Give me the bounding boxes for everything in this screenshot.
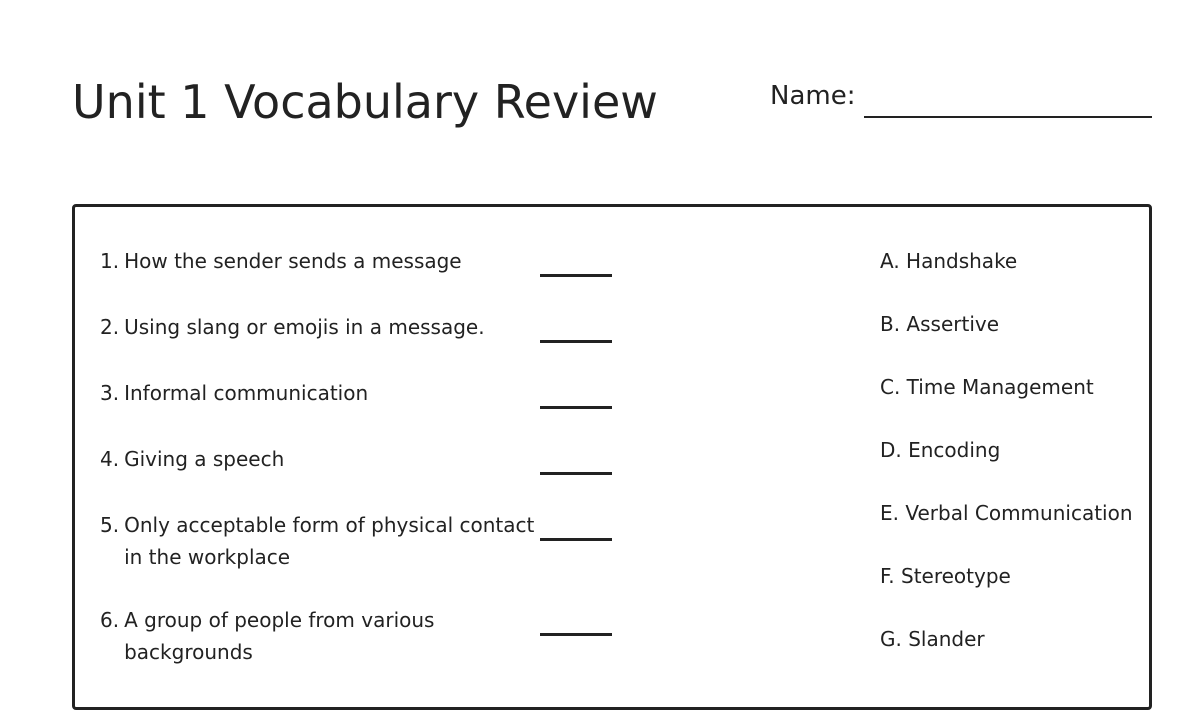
- option-item: C. Time Management: [880, 375, 1094, 399]
- question-item: [100, 311, 540, 343]
- name-blank-line[interactable]: [864, 116, 1152, 118]
- name-field: [770, 78, 1152, 120]
- question-text: How the sender sends a message: [124, 249, 462, 273]
- question-number: 1.: [100, 249, 120, 273]
- option-item: F. Stereotype: [880, 564, 1011, 588]
- option-item: A. Handshake: [880, 249, 1018, 273]
- question-text: Using slang or emojis in a message.: [124, 315, 485, 339]
- question-item: [100, 245, 540, 277]
- question-number: 6.: [100, 608, 120, 632]
- question-number: 2.: [100, 315, 120, 339]
- answer-blank[interactable]: [540, 472, 612, 475]
- option-item: G. Slander: [880, 627, 985, 651]
- answer-blank[interactable]: [540, 538, 612, 541]
- question-item: [100, 377, 540, 409]
- question-text: Only acceptable form of physical contact in the workplace: [124, 513, 535, 569]
- question-number: 3.: [100, 381, 120, 405]
- answer-blank[interactable]: [540, 406, 612, 409]
- question-item: [100, 604, 540, 668]
- option-item: D. Encoding: [880, 438, 1001, 462]
- answer-blank[interactable]: [540, 633, 612, 636]
- option-item: B. Assertive: [880, 312, 1000, 336]
- question-number: 4.: [100, 447, 120, 471]
- question-item: [100, 509, 540, 573]
- question-text: A group of people from various backgrounds: [124, 608, 435, 664]
- option-item: E. Verbal Communication: [880, 501, 1133, 525]
- answer-blank[interactable]: [540, 274, 612, 277]
- question-item: [100, 443, 540, 475]
- question-number: 5.: [100, 513, 120, 537]
- matching-box: [72, 204, 1152, 710]
- question-text: Giving a speech: [124, 447, 285, 471]
- answer-blank[interactable]: [540, 340, 612, 343]
- question-text: Informal communication: [124, 381, 369, 405]
- page-title: Unit 1 Vocabulary Review: [72, 75, 658, 129]
- name-label: Name:: [770, 81, 856, 111]
